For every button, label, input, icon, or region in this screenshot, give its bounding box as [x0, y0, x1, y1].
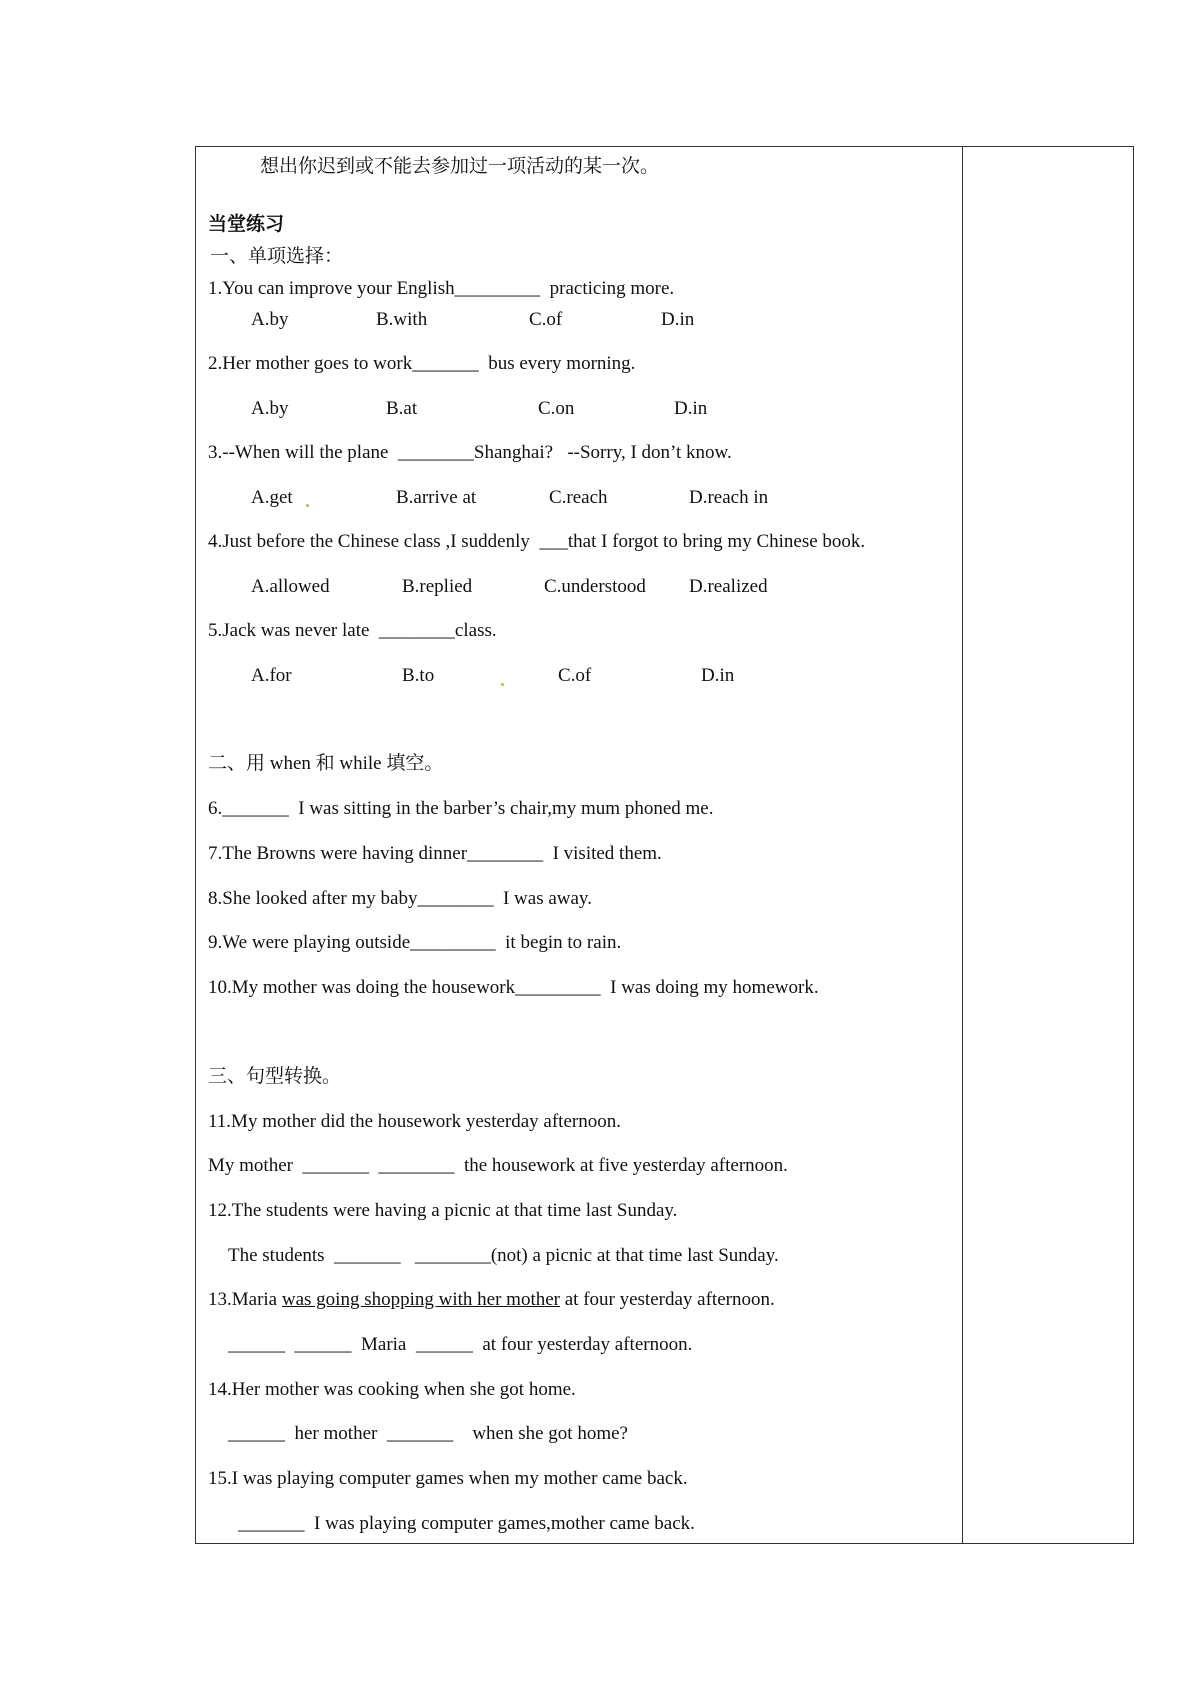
section-title: 当堂练习 — [208, 214, 285, 235]
intro-text: 想出你迟到或不能去参加过一项活动的某一次。 — [260, 156, 660, 177]
question-7: 7.The Browns were having dinner________ I visited them. — [208, 843, 662, 864]
stray-dot — [306, 504, 309, 507]
question-11: 11.My mother did the housework yesterday afternoon. — [208, 1111, 621, 1132]
q4-option-d: D.realized — [689, 576, 768, 597]
question-13 — [208, 1288, 775, 1312]
question-14-transform: ______ her mother _______ when she got home? — [228, 1423, 628, 1444]
q5-option-a: A.for — [251, 665, 292, 686]
q4-option-b: B.replied — [402, 576, 473, 597]
q5-option-b: B.to — [402, 665, 435, 686]
part3-title: 三、句型转换。 — [208, 1066, 342, 1087]
question-15: 15.I was playing computer games when my mother came back. — [208, 1468, 688, 1489]
question-3: 3.--When will the plane ________Shanghai? --Sorry, I don’t know. — [208, 442, 732, 463]
question-8: 8.She looked after my baby________ I was away. — [208, 888, 592, 909]
worksheet-table — [195, 146, 1134, 1544]
question-12: 12.The students were having a picnic at that time last Sunday. — [208, 1200, 678, 1221]
question-1: 1.You can improve your English_________ practicing more. — [208, 278, 675, 299]
question-2: 2.Her mother goes to work_______ bus every morning. — [208, 353, 636, 374]
q1-option-b: B.with — [376, 309, 428, 330]
question-10: 10.My mother was doing the housework_________ I was doing my homework. — [208, 977, 819, 998]
question-4: 4.Just before the Chinese class ,I suddenly ___that I forgot to bring my Chinese book. — [208, 531, 866, 552]
q3-option-b: B.arrive at — [396, 487, 477, 508]
q2-option-a: A.by — [251, 398, 289, 419]
q3-option-c: C.reach — [549, 487, 608, 508]
q2-option-d: D.in — [674, 398, 708, 419]
question-13-transform: ______ ______ Maria ______ at four yesterday afternoon. — [228, 1334, 693, 1355]
question-5: 5.Jack was never late ________class. — [208, 620, 497, 641]
question-6: 6._______ I was sitting in the barber’s chair,my mum phoned me. — [208, 798, 714, 819]
q5-option-c: C.of — [558, 665, 592, 686]
stray-dot — [501, 683, 504, 686]
q1-option-c: C.of — [529, 309, 563, 330]
q4-option-a: A.allowed — [251, 576, 330, 597]
q1-option-a: A.by — [251, 309, 289, 330]
q2-option-b: B.at — [386, 398, 418, 419]
question-12-transform: The students _______ ________(not) a picnic at that time last Sunday. — [228, 1245, 779, 1266]
q3-option-a: A.get — [251, 487, 293, 508]
question-15-transform: _______ I was playing computer games,mother came back. — [238, 1513, 695, 1534]
q13-prefix: 13.Maria — [208, 1289, 282, 1310]
q4-option-c: C.understood — [544, 576, 646, 597]
q5-option-d: D.in — [701, 665, 735, 686]
q1-option-d: D.in — [661, 309, 695, 330]
part1-title: 一、单项选择： — [210, 246, 344, 267]
q2-option-c: C.on — [538, 398, 575, 419]
q3-option-d: D.reach in — [689, 487, 769, 508]
question-14: 14.Her mother was cooking when she got home. — [208, 1379, 576, 1400]
question-9: 9.We were playing outside_________ it begin to rain. — [208, 932, 622, 953]
column-divider — [962, 147, 963, 1543]
q13-suffix: at four yesterday afternoon. — [559, 1289, 775, 1310]
q13-underlined: was going shopping with her mother — [281, 1289, 560, 1310]
question-11-transform: My mother _______ ________ the housework at five yesterday afternoon. — [208, 1155, 788, 1176]
part2-title: 二、用 when 和 while 填空。 — [208, 753, 444, 774]
